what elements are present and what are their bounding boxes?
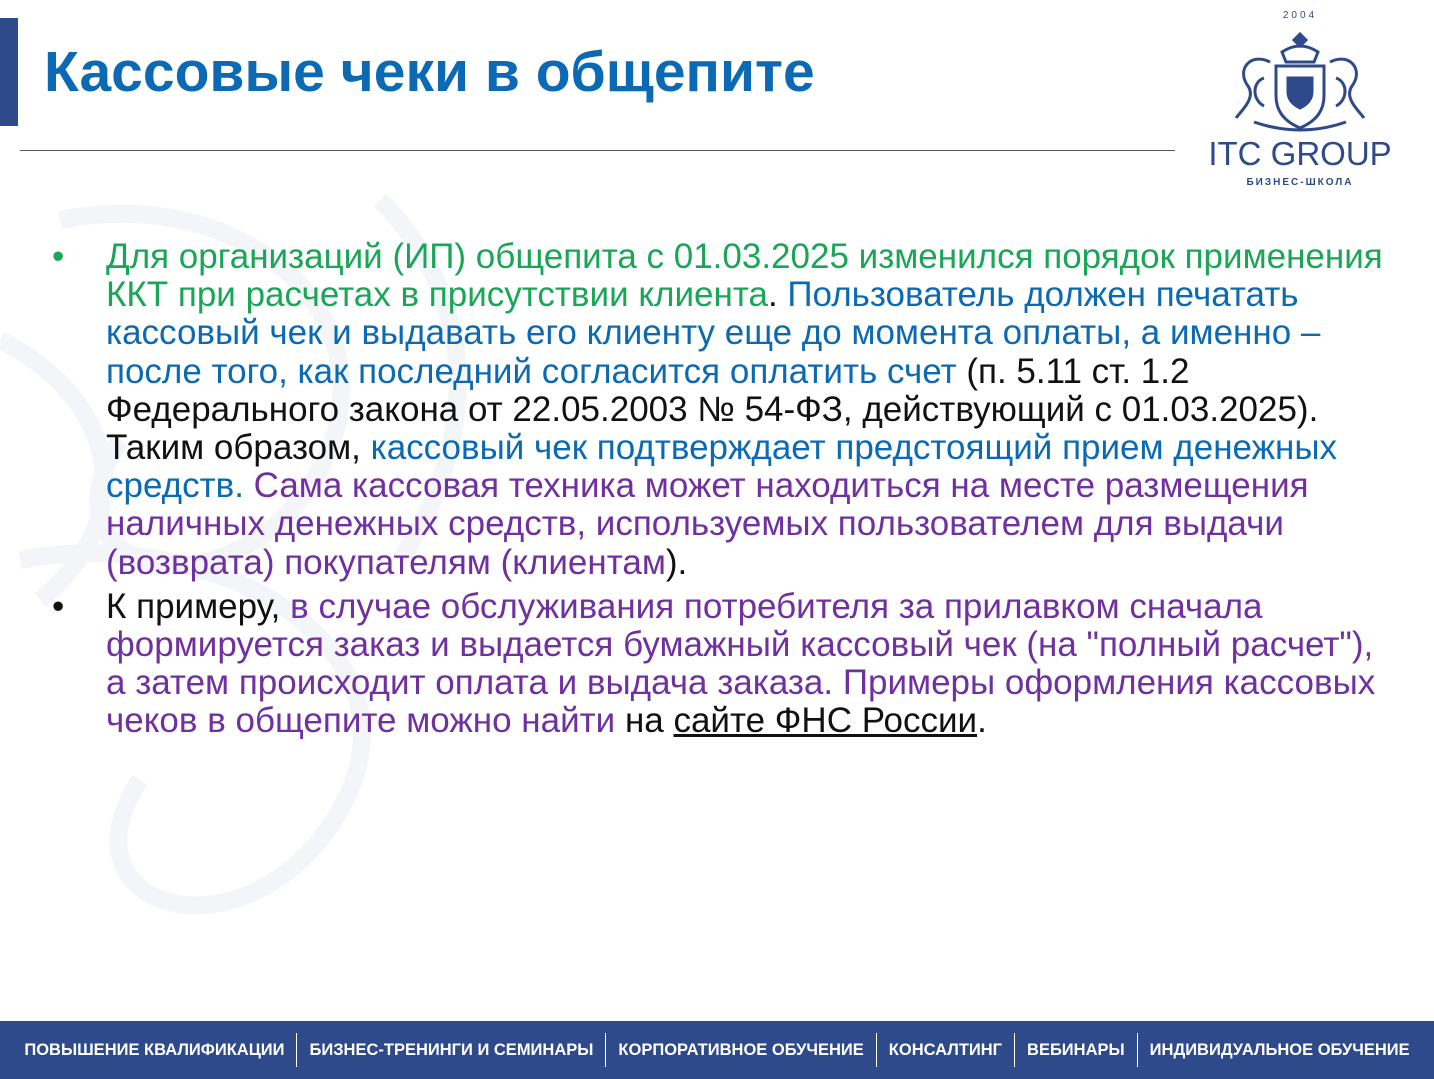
- footer-item-webinars: ВЕБИНАРЫ: [1027, 1041, 1125, 1059]
- text-segment: на: [615, 701, 674, 741]
- logo-year: 2004: [1282, 10, 1318, 21]
- bullet-list: [50, 238, 1390, 747]
- bullet-item: [50, 588, 1390, 741]
- title-divider: [20, 150, 1175, 151]
- footer-item-corporate: КОРПОРАТИВНОЕ ОБУЧЕНИЕ: [618, 1041, 864, 1059]
- text-segment: .: [767, 275, 788, 315]
- text-segment: К примеру,: [106, 586, 291, 626]
- text-segment: ).: [665, 542, 688, 582]
- crest-icon: [1230, 22, 1370, 134]
- footer-item-consulting: КОНСАЛТИНГ: [888, 1041, 1003, 1059]
- bullet-item: [50, 238, 1390, 582]
- text-segment: в случае обслуживания потребителя за прилавком сначала формируется заказ и выдается бумажный кассовый чек (на "полный расчет"), а затем происходит оплата и выдача заказа. Примеры оформления кассовых чеков в общепите можно найти: [106, 586, 1376, 741]
- logo-subtitle: БИЗНЕС-ШКОЛА: [1246, 177, 1354, 188]
- footer-item-trainings: БИЗНЕС-ТРЕНИНГИ И СЕМИНАРЫ: [309, 1041, 594, 1059]
- footer-bar: [0, 1021, 1434, 1079]
- itc-group-logo: [1200, 10, 1400, 190]
- text-segment: Для организаций (ИП) общепита с 01.03.2025 изменился порядок применения ККТ при расчетах в присутствии клиента: [106, 237, 1383, 315]
- text-segment: Пользователь должен печатать кассовый чек и выдавать его клиенту еще до момента оплаты, а именно – после того, как последний согласится оплатить счет: [106, 275, 1321, 391]
- bullet-marker: •: [52, 586, 65, 626]
- title-accent-bar: [0, 18, 18, 126]
- text-segment: .: [977, 701, 987, 741]
- bullet-marker: •: [52, 237, 65, 276]
- footer-item-individual: ИНДИВИДУАЛЬНОЕ ОБУЧЕНИЕ: [1149, 1041, 1410, 1059]
- footer-item-qualification: ПОВЫШЕНИЕ КВАЛИФИКАЦИИ: [24, 1041, 285, 1059]
- fns-site-link[interactable]: сайте ФНС России: [673, 701, 978, 741]
- text-segment: кассовый чек подтверждает предстоящий прием денежных средств.: [106, 428, 1337, 506]
- text-segment: Сама кассовая техника может находиться на месте размещения наличных денежных средств, используемых пользователем для выдачи (возврата) покупателям (клиентам: [106, 466, 1309, 582]
- logo-name: ITC GROUP: [1208, 135, 1392, 172]
- slide-title: Кассовые чеки в общепите: [44, 40, 815, 104]
- text-segment: (п. 5.11 ст. 1.2 Федерального закона от 22.05.2003 № 54-ФЗ, действующий с 01.03.2025). Таким образом,: [106, 351, 1319, 468]
